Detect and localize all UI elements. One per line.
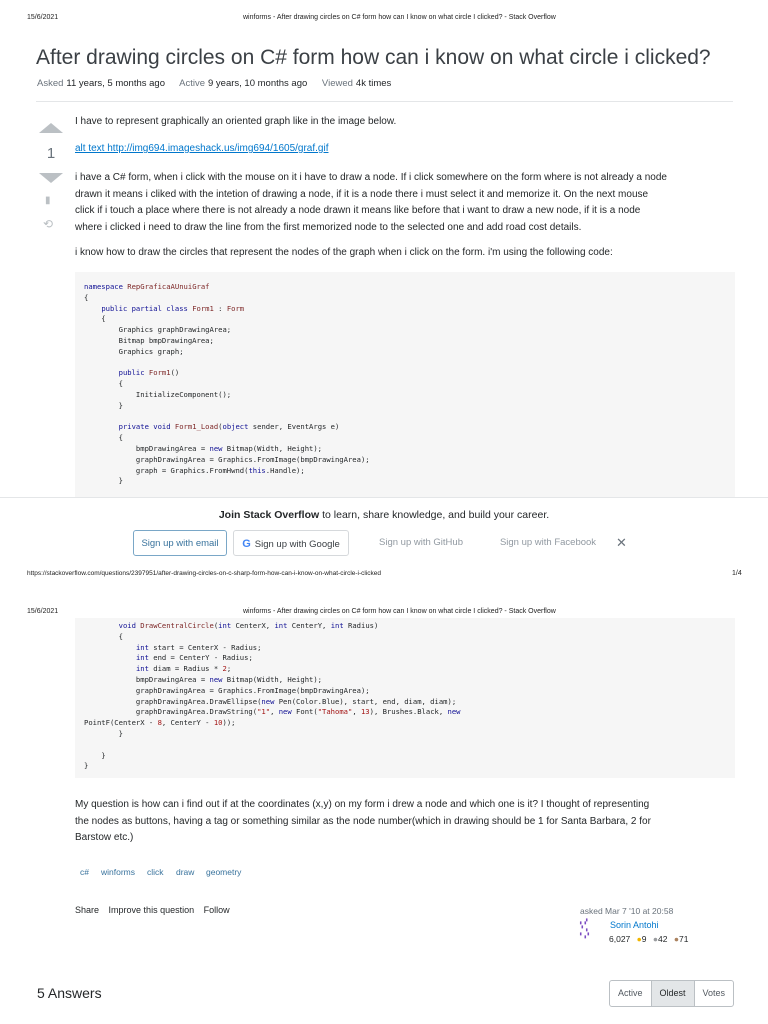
post-menu	[75, 905, 237, 915]
history-icon[interactable]: ⟲	[43, 217, 54, 231]
signup-google-button[interactable]: G Sign up with Google	[233, 530, 349, 556]
follow-link[interactable]: Follow	[203, 905, 230, 915]
question-para-3: i know how to draw the circles that represent the nodes of the graph when i click on the form. i'm using the following code:	[75, 247, 613, 258]
question-para-4: My question is how can i find out if at the coordinates (x,y) on my form i drew a node and which one is it? I thought of representing the nodes as buttons, having a tag or something similar as the node number(which in drawing should be 1 for Santa Barbara, 2 for Barstow etc.)	[75, 799, 651, 843]
close-icon[interactable]: ✕	[616, 535, 627, 550]
tag-csharp[interactable]: c#	[80, 867, 89, 877]
code-block-1: namespace RepGraficaAUnuiGraf { public partial class Form1 : Form { Graphics graphDrawingArea; Bitmap bmpDrawingArea; Graphics graph; public Form1() { InitializeComponent(); } private void Form1_Load(object sender, EventArgs e) { bmpDrawingArea = new Bitmap(Width, Height); graphDrawingArea = Graphics.FromImage(bmpDrawingArea); graph = Graphics.FromHwnd(this.Handle); }	[84, 282, 370, 486]
tag-winforms[interactable]: winforms	[101, 867, 136, 877]
asked-timestamp: asked Mar 7 '10 at 20:58	[580, 906, 674, 916]
image-link[interactable]: alt text http://img694.imageshack.us/img694/1605/graf.gif	[75, 143, 329, 154]
question-para-2: i have a C# form, when i click with the mouse on it i have to draw a node. If i click somewhere on the form where is not already a node drawn it means i cliked with the intetion of drawing a node, if it is a node there i must select it and memorize it. On the next mouse click if i touch a place where there is not already a node drawn it means like before that i want to draw a new node, if it is a node where i clicked i need to draw the line from the first memorized node to the selected one and add road cost details.	[75, 172, 667, 233]
tag-draw[interactable]: draw	[176, 867, 195, 877]
question-title[interactable]: After drawing circles on C# form how can i know on what circle i clicked?	[36, 46, 711, 69]
upvote-arrow-icon[interactable]	[39, 123, 63, 133]
user-reputation: 6,027 ●9 ●42 ●71	[609, 934, 689, 944]
bookmark-icon[interactable]: ▮	[45, 195, 51, 206]
sort-oldest[interactable]: Oldest	[652, 981, 695, 1006]
join-text: Join Stack Overflow to learn, share knowledge, and build your career.	[218, 509, 550, 521]
tag-geometry[interactable]: geometry	[206, 867, 242, 877]
share-link[interactable]: Share	[75, 905, 100, 915]
improve-link[interactable]: Improve this question	[108, 905, 195, 915]
signup-facebook-button[interactable]: Sign up with Facebook	[499, 537, 597, 548]
print-date: 15/6/2021	[27, 14, 59, 21]
sort-votes[interactable]: Votes	[702, 988, 726, 998]
answers-count: 5 Answers	[37, 985, 102, 1001]
answer-sort-group	[609, 980, 734, 1007]
signup-github-button[interactable]: Sign up with GitHub	[379, 537, 463, 548]
avatar[interactable]: ▖▗▘ ▝ ▖ ▘▗▝	[580, 919, 590, 939]
sort-active[interactable]: Active	[610, 981, 652, 1006]
vote-count: 1	[46, 145, 56, 162]
print-url: https://stackoverflow.com/questions/2397951/after-drawing-circles-on-c-sharp-form-how-can-i-know-on-what-circle-i-clicked	[27, 570, 382, 577]
print-title: winforms - After drawing circles on C# form how can I know on what circle I clicked? - Stack Overflow	[243, 14, 556, 21]
title-divider	[36, 101, 733, 102]
code-block-2: void DrawCentralCircle(int CenterX, int CenterY, int Radius) { int start = CenterX - Radius; int end = CenterY - Radius; int diam = Radius * 2; bmpDrawingArea = new Bitmap(Width, Height); graphDrawingArea = Graphics.FromImage(bmpDrawingArea); graphDrawingArea.DrawEllipse(new Pen(Color.Blue), start, end, diam, diam); graphDrawingArea.DrawString("1", new Font("Tahoma", 13), Brushes.Black, new PointF(CenterX - 8, CenterY - 10)); } } }	[84, 621, 461, 771]
print-page-number: 1/4	[732, 570, 742, 577]
google-icon: G	[242, 538, 251, 550]
downvote-arrow-icon[interactable]	[39, 173, 63, 183]
print-title-2: winforms - After drawing circles on C# form how can I know on what circle I clicked? - Stack Overflow	[243, 608, 556, 615]
print-date-2: 15/6/2021	[27, 608, 59, 615]
tag-click[interactable]: click	[147, 867, 164, 877]
question-para-1: I have to represent graphically an oriented graph like in the image below.	[75, 116, 397, 127]
signup-email-button[interactable]: Sign up with email	[133, 530, 227, 556]
question-meta: Asked 11 years, 5 months ago Active 9 years, 10 months ago Viewed 4k times	[37, 78, 392, 89]
user-name[interactable]: Sorin Antohi	[610, 920, 659, 930]
